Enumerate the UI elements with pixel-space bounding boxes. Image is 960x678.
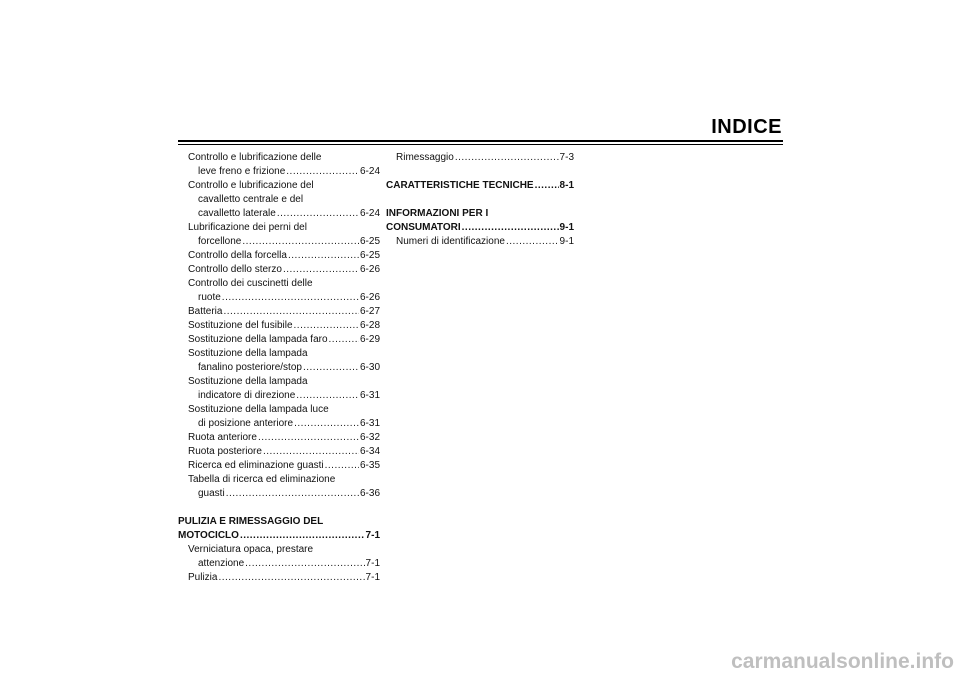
toc-entry[interactable] [386,179,574,193]
toc-entry[interactable] [386,221,574,235]
toc-entry-text: Verniciatura opaca, prestare [188,544,314,555]
toc-page-number: 9-1 [559,236,574,247]
watermark: carmanualsonline.info [731,650,954,673]
toc-entry[interactable] [178,165,380,179]
toc-page-number: 6-31 [359,390,380,401]
toc-entry-text: attenzione [198,558,245,569]
toc-entry-text: Controllo e lubrificazione delle [188,152,322,163]
toc-page-number: 6-30 [359,362,380,373]
toc-entry-text: Numeri di identificazione [396,236,505,247]
toc-entry[interactable] [178,459,380,473]
toc-page-number: 6-29 [359,334,380,345]
toc-column-left [178,151,380,585]
toc-entry-text: Controllo dei cuscinetti delle [188,278,313,289]
toc-entry-text: guasti [198,488,225,499]
toc-leader-dots [296,389,359,403]
toc-entry [178,375,380,389]
toc-leader-dots [218,571,364,585]
header-rule-thin [178,144,783,145]
toc-entry [178,473,380,487]
toc-entry-text: leve freno e frizione [198,166,286,177]
toc-column-right [386,151,574,249]
toc-leader-dots [242,235,359,249]
toc-entry-text: Sostituzione della lampada luce [188,404,329,415]
toc-entry-text: Tabella di ricerca ed eliminazione [188,474,336,485]
toc-leader-dots [294,319,359,333]
toc-leader-dots [325,459,359,473]
toc-entry-text: Batteria [188,306,223,317]
toc-leader-dots [283,263,359,277]
toc-entry[interactable] [178,319,380,333]
toc-page-number: 6-26 [359,264,380,275]
toc-leader-dots [294,417,359,431]
toc-leader-dots [222,291,359,305]
toc-page-number: 6-27 [359,306,380,317]
toc-entry [178,543,380,557]
toc-page-number: 6-26 [359,292,380,303]
toc-page-number: 6-25 [359,236,380,247]
toc-page-number: 8-1 [559,180,574,191]
toc-spacer [386,193,574,207]
toc-entry-text: Lubrificazione dei perni del [188,222,307,233]
toc-entry[interactable] [178,445,380,459]
toc-page-number: 6-25 [359,250,380,261]
toc-entry-text: cavalletto centrale e del [198,194,304,205]
toc-page-number: 7-1 [365,530,380,541]
toc-entry-text: Ruota posteriore [188,446,262,457]
toc-entry-text: CARATTERISTICHE TECNICHE [386,180,534,191]
toc-entry[interactable] [178,333,380,347]
toc-entry-text: MOTOCICLO [178,530,239,541]
toc-entry [178,151,380,165]
toc-entry-text: forcellone [198,236,242,247]
toc-entry-text: cavalletto laterale [198,208,276,219]
toc-leader-dots [462,221,559,235]
toc-entry [178,179,380,193]
toc-entry[interactable] [178,249,380,263]
toc-page-number: 7-1 [365,572,380,583]
toc-entry[interactable] [178,263,380,277]
toc-page-number: 6-36 [359,488,380,499]
toc-entry-text: INFORMAZIONI PER I [386,208,489,219]
toc-entry-text: Ruota anteriore [188,432,257,443]
toc-spacer [178,501,380,515]
toc-entry[interactable] [178,361,380,375]
toc-entry-text: di posizione anteriore [198,418,294,429]
toc-entry-text: Sostituzione della lampada [188,348,308,359]
toc-page-number: 6-32 [359,432,380,443]
toc-page-number: 6-24 [359,208,380,219]
toc-entry-text: indicatore di direzione [198,390,296,401]
toc-leader-dots [245,557,364,571]
toc-entry-text: Controllo della forcella [188,250,287,261]
toc-entry[interactable] [178,431,380,445]
toc-entry[interactable] [178,571,380,585]
toc-entry [178,515,380,529]
toc-leader-dots [226,487,359,501]
toc-leader-dots [535,179,559,193]
toc-page-number: 6-35 [359,460,380,471]
toc-page-number: 6-24 [359,166,380,177]
toc-entry-text: Ricerca ed eliminazione guasti [188,460,324,471]
toc-entry-text: ruote [198,292,221,303]
toc-entry[interactable] [178,557,380,571]
toc-entry[interactable] [178,417,380,431]
toc-entry[interactable] [178,235,380,249]
toc-entry-text: Controllo dello sterzo [188,264,282,275]
toc-page-number: 9-1 [559,222,574,233]
toc-entry-text: Pulizia [188,572,218,583]
toc-entry[interactable] [178,291,380,305]
toc-leader-dots [223,305,359,319]
toc-entry [178,403,380,417]
toc-entry [178,193,380,207]
toc-page-number: 6-31 [359,418,380,429]
toc-entry[interactable] [386,235,574,249]
toc-leader-dots [455,151,559,165]
toc-entry[interactable] [178,529,380,543]
toc-entry-text: fanalino posteriore/stop [198,362,302,373]
toc-entry-text: Sostituzione del fusibile [188,320,293,331]
header-rule-thick [178,140,783,142]
toc-entry[interactable] [178,305,380,319]
toc-entry [178,277,380,291]
toc-entry-text: Sostituzione della lampada [188,376,308,387]
toc-entry-text: CONSUMATORI [386,222,461,233]
toc-leader-dots [263,445,359,459]
toc-leader-dots [303,361,359,375]
page-title: INDICE [711,116,782,138]
toc-entry-text: Sostituzione della lampada faro [188,334,328,345]
toc-entry [178,347,380,361]
toc-entry-text: Controllo e lubrificazione del [188,180,314,191]
toc-page-number: 7-3 [559,152,574,163]
toc-page-number: 6-34 [359,446,380,457]
toc-spacer [386,165,574,179]
toc-entry-text: PULIZIA E RIMESSAGGIO DEL [178,516,324,527]
toc-entry[interactable] [386,151,574,165]
toc-page-number: 6-28 [359,320,380,331]
toc-entry[interactable] [178,207,380,221]
toc-leader-dots [288,249,359,263]
toc-leader-dots [506,235,559,249]
toc-entry [386,207,574,221]
toc-entry[interactable] [178,487,380,501]
toc-leader-dots [277,207,359,221]
toc-leader-dots [258,431,359,445]
toc-page-number: 7-1 [365,558,380,569]
toc-leader-dots [286,165,359,179]
toc-entry [178,221,380,235]
toc-entry[interactable] [178,389,380,403]
toc-leader-dots [329,333,359,347]
toc-entry-text: Rimessaggio [396,152,454,163]
toc-leader-dots [240,529,365,543]
